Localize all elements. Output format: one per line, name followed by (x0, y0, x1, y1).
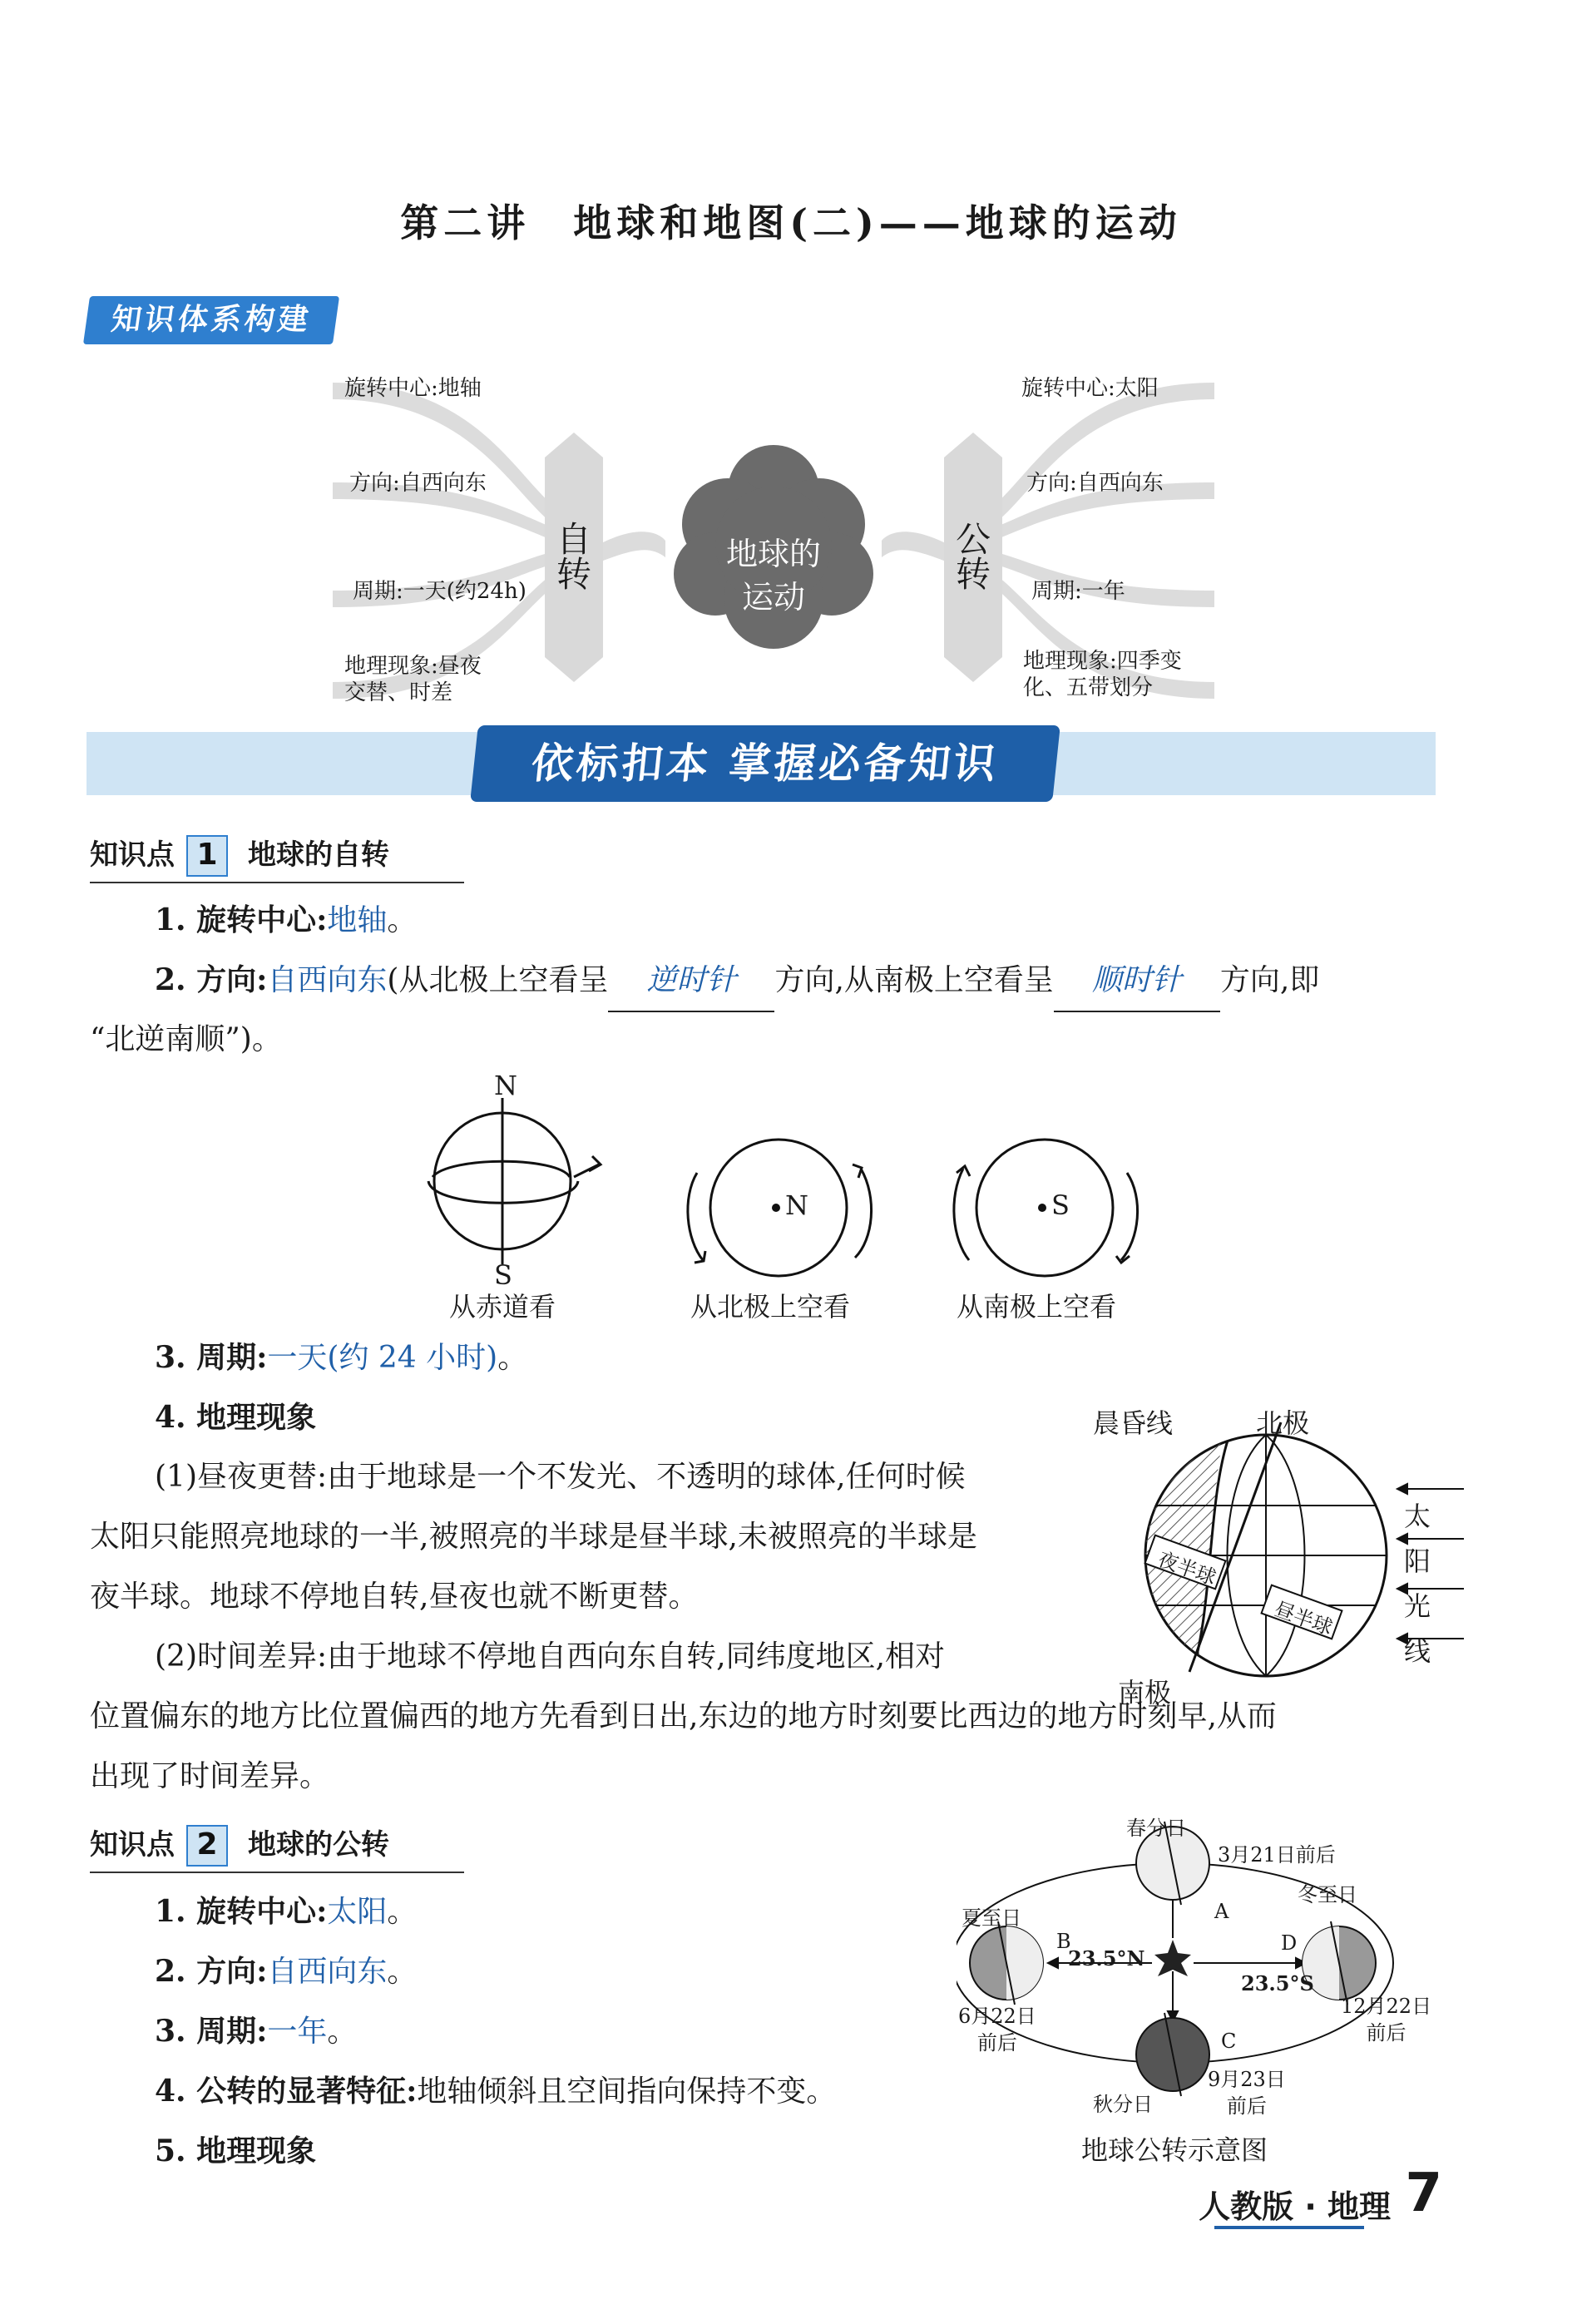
orbit-autumn-date: 9月23日 前后 (1208, 2068, 1286, 2118)
fig-south-pole-mark: S (1051, 1189, 1070, 1221)
orbit-autumn: 秋分日 (1093, 2093, 1153, 2116)
orbit-summer-date: 6月22日 前后 (958, 2005, 1036, 2055)
right-item-2: 方向:自西向东 (1026, 471, 1164, 496)
fig-caption-north: 从北极上空看 (690, 1291, 851, 1323)
orbit-winter: 冬至日 (1298, 1883, 1357, 1906)
orbit-spring: 春分日 (1126, 1817, 1186, 1840)
kp2-label: 知识点 (90, 1828, 175, 1862)
label-sunlight: 太 阳 光 线 (1403, 1501, 1431, 1667)
label-day: 昼半球 (1271, 1597, 1336, 1640)
blank-anticlockwise: 逆时针 (608, 951, 774, 1012)
kp1-paragraph2: (2)时间差异:由于地球不停地自西向东自转,同纬度地区,相对 位置偏东的地方比位置偏西的地方先看到日出,东边的地方时刻要比西边的地方时刻早,从而 出现了时间差异。 (90, 1639, 1277, 1793)
kp1-number: 1 (186, 835, 228, 877)
orbit-spring-date: 3月21日前后 (1218, 1843, 1336, 1867)
fig-south-label: S (494, 1259, 512, 1291)
kp2-item1: 1. 旋转中心:太阳。 (155, 1894, 418, 1929)
kp1-item1: 1. 旋转中心:地轴。 (155, 902, 418, 937)
kp2-title: 地球的公转 (248, 1828, 389, 1862)
kp1-item2: 2. 方向:自西向东(从北极上空看呈 逆时针 方向,从南极上空看呈 顺时针 方向,即 (155, 950, 1452, 1012)
orbit-diagram (957, 1805, 1422, 2121)
fig-north-pole-mark: N (785, 1189, 808, 1221)
kp1-item3-value: 一天(约 24 小时) (267, 1341, 498, 1375)
banner-title: 依标扣本 掌握必备知识 (470, 725, 1060, 802)
kp1-underline (90, 882, 464, 883)
center-line-2: 运动 (741, 579, 805, 616)
sun-icon (1154, 1940, 1191, 1976)
fig-caption-equator: 从赤道看 (449, 1291, 556, 1323)
kp1-item3: 3. 周期:一天(约 24 小时)。 (155, 1340, 528, 1375)
orbit-lat-n: 23.5°N (1068, 1946, 1145, 1970)
orbit-winter-date: 12月22日 前后 (1341, 1995, 1432, 2045)
label-terminator: 晨昏线 (1093, 1407, 1174, 1439)
kp2-underline (90, 1872, 464, 1873)
section-tag: 知识体系构建 (83, 296, 339, 344)
kp1-label: 知识点 (90, 838, 175, 872)
left-item-2: 方向:自西向东 (349, 471, 487, 496)
page-title: 第二讲 地球和地图(二)——地球的运动 (400, 200, 1182, 245)
orbit-summer: 夏至日 (962, 1906, 1021, 1930)
orbit-label-B: B (1056, 1930, 1071, 1953)
right-item-4: 地理现象:四季变 (1023, 649, 1182, 674)
kp1-heading (90, 832, 389, 877)
left-item-1: 旋转中心:地轴 (344, 376, 482, 401)
left-branch-label: 自转 (551, 521, 592, 591)
orbit-label-D: D (1281, 1931, 1298, 1955)
left-item-4: 地理现象:昼夜 (344, 654, 482, 679)
kp1-paragraph1: (1)昼夜更替:由于地球是一个不发光、不透明的球体,任何时候 太阳只能照亮地球的一半,被照亮的半球是昼半球,未被照亮的半球是 夜半球。地球不停地自转,昼夜也就不断更替。 (90, 1460, 977, 1614)
kp2-number: 2 (186, 1825, 228, 1867)
right-item-1: 旋转中心:太阳 (1021, 376, 1159, 401)
kp2-item5: 5. 地理现象 (155, 2134, 317, 2168)
orbit-label-C: C (1221, 2030, 1237, 2053)
orbit-lat-s: 23.5°S (1241, 1971, 1314, 1995)
kp1-title: 地球的自转 (248, 838, 389, 872)
kp1-item2-cont: “北逆南顺”)。 (90, 1022, 282, 1056)
fig-north-label: N (494, 1070, 517, 1101)
footer-line (1214, 2226, 1364, 2229)
label-south-pole: 南极 (1118, 1677, 1172, 1708)
fig-caption-south: 从南极上空看 (957, 1291, 1117, 1323)
blank-clockwise: 顺时针 (1054, 951, 1220, 1012)
right-branch-label: 公转 (951, 521, 991, 591)
left-item-3: 周期:一天(约24h) (353, 579, 527, 604)
center-line-1: 地球的 (725, 536, 821, 572)
label-night: 夜半球 (1154, 1547, 1219, 1590)
kp2-item3: 3. 周期:一年。 (155, 2014, 358, 2049)
kp1-item1-value: 地轴 (327, 903, 388, 937)
mindmap-center (682, 532, 865, 619)
kp2-item4: 4. 公转的显著特征:地轴倾斜且空间指向保持不变。 (155, 2074, 837, 2109)
kp1-item4: 4. 地理现象 (155, 1400, 317, 1435)
orbit-caption: 地球公转示意图 (1081, 2134, 1268, 2166)
orbit-label-A: A (1214, 1900, 1229, 1923)
label-north-pole: 北极 (1256, 1407, 1310, 1439)
right-item-3: 周期:一年 (1031, 579, 1125, 604)
left-item-5: 交替、时差 (344, 680, 453, 705)
kp2-heading (90, 1822, 389, 1867)
right-item-5: 化、五带划分 (1023, 675, 1154, 700)
footer-label: 人教版 · 地理 (1199, 2188, 1391, 2225)
page-number: 7 (1405, 2163, 1442, 2224)
kp2-item2: 2. 方向:自西向东。 (155, 1954, 418, 1989)
